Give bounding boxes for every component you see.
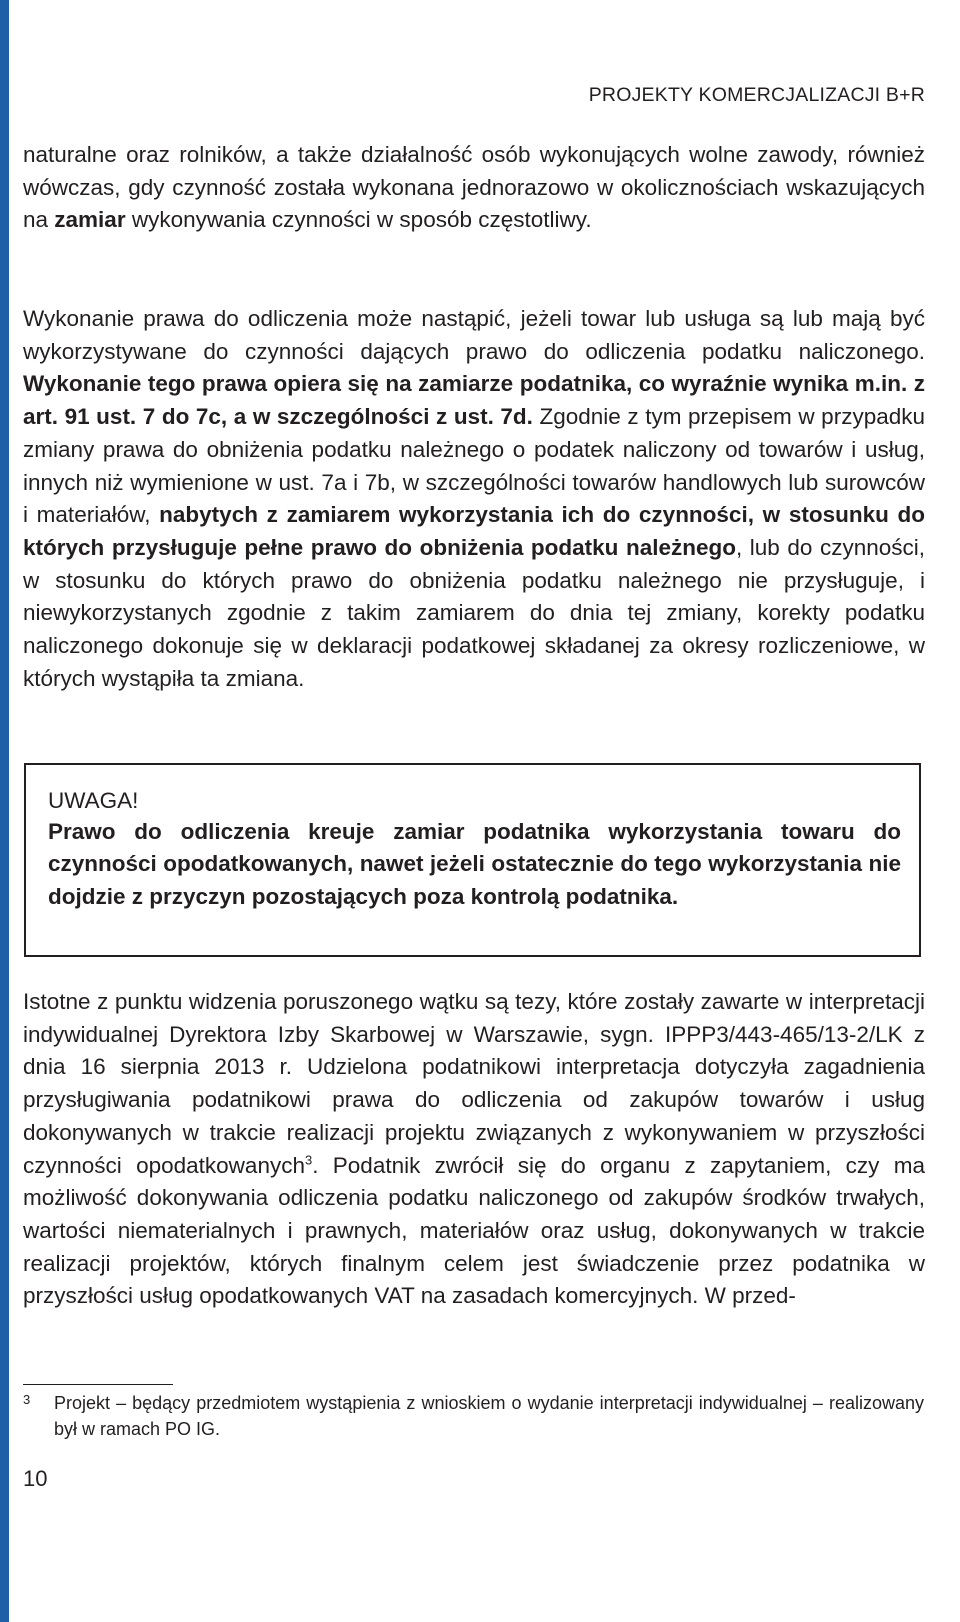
notice-box xyxy=(24,763,921,957)
paragraph-1 xyxy=(23,139,925,237)
paragraph-1-text-a: naturalne oraz rolników, a także działalność osób wykonujących wolne zawody, również wówczas, gdy czynność została wykonana jednorazowo w okolicznościach wskazujących na xyxy=(23,142,925,233)
paragraph-3 xyxy=(23,986,925,1313)
paragraph-3-text-a: Istotne z punktu widzenia poruszonego wątku są tezy, które zostały zawarte w interpretacji indywidualnej Dyrektora Izby Skarbowej w Warszawie, sygn. IPPP3/443-465/13-2/LK z dnia 16 sierpnia 2013 r. Udzielona podatnikowi interpretacja dotyczyła zagadnienia przysługiwania podatnikowi prawa do odliczenia od zakupów towarów i usług dokonywanych w trakcie realizacji projektu związanych z wykonywaniem w przyszłości czynności opodatkowanych xyxy=(23,989,925,1178)
footnote-text: Projekt – będący przedmiotem wystąpienia z wnioskiem o wydanie interpretacji indywidualnej – realizowany był w ramach PO IG. xyxy=(54,1393,924,1439)
footnote-reference[interactable]: 3 xyxy=(304,1152,313,1168)
paragraph-2-bold-b: nabytych z zamiarem wykorzystania ich do czynności, w stosunku do których przysługuje pełne prawo do obniżenia podatku należnego xyxy=(23,502,925,560)
paragraph-1-text-b: wykonywania czynności w sposób częstotliwy. xyxy=(125,207,592,233)
paragraph-2-text-b: Zgodnie z tym przepisem w przypadku zmiany prawa do obniżenia podatku należnego o podatek naliczony od towarów i usług, innych niż wymienione w ust. 7a i 7b, w szczególności towarów handlowych lub surowców i materiałów, xyxy=(23,404,925,528)
notice-title: UWAGA! xyxy=(48,788,139,813)
paragraph-2 xyxy=(23,303,925,695)
paragraph-1-bold-term: zamiar xyxy=(54,207,126,233)
running-header-title: PROJEKTY KOMERCJALIZACJI B+R xyxy=(588,84,925,106)
paragraph-2-text-a: Wykonanie prawa do odliczenia może nastąpić, jeżeli towar lub usługa są lub mają być wykorzystywane do czynności dających prawo do odliczenia podatku naliczonego. xyxy=(23,306,925,364)
paragraph-2-bold-a: Wykonanie tego prawa opiera się na zamiarze podatnika, co wyraźnie wynika m.in. z art. 91 ust. 7 do 7c, a w szczególności z ust. 7d. xyxy=(23,371,925,430)
page-edge-color-bar xyxy=(0,0,9,1622)
notice-text: Prawo do odliczenia kreuje zamiar podatnika wykorzystania towaru do czynności opodatkowanych, nawet jeżeli ostatecznie do tego wykorzystania nie dojdzie z przyczyn pozostających poza kontrolą podatnika. xyxy=(48,819,901,909)
footnote-marker: 3 xyxy=(23,1392,31,1407)
footnote-separator xyxy=(23,1384,173,1385)
page-number: 10 xyxy=(23,1466,48,1491)
paragraph-3-text-b: . Podatnik zwrócił się do organu z zapytaniem, czy ma możliwość dokonywania odliczenia podatku naliczonego od zakupów środków trwałych, wartości niematerialnych i prawnych, materiałów oraz usług, dokonywanych w trakcie realizacji projektów, których finalnym celem jest świadczenie przez podatnika w przyszłości usług opodatkowanych VAT na zasadach komercyjnych. W przed- xyxy=(23,1152,925,1309)
paragraph-2-text-c: , lub do czynności, w stosunku do których prawo do obniżenia podatku należnego nie przysługuje, i niewykorzystanych zgodnie z takim zamiarem do dnia tej zmiany, korekty podatku naliczonego dokonuje się w deklaracji podatkowej składanej za okresy rozliczeniowe, w których wystąpiła ta zmiana. xyxy=(23,534,925,691)
